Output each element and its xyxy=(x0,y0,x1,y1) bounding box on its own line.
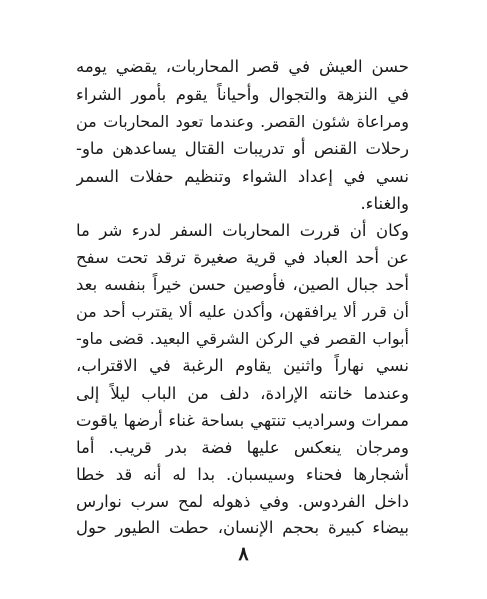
text-line: بيضاء كبيرة بحجم الإنسان، حطت الطيور حول xyxy=(76,518,409,537)
text-line: عن أحد العباد في قرية صغيرة ترقد تحت سفح xyxy=(76,248,409,267)
text-line: والغناء. xyxy=(360,194,409,213)
text-line: وكان أن قررت المحاربات السفر لدرء شر ما xyxy=(76,221,409,240)
text-line: أحد جبال الصين، فأوصين حسن خيراً بنفسه بعد xyxy=(76,275,409,294)
text-line: وعندما خانته الإرادة، دلف من الباب ليلاً إلى xyxy=(76,384,409,403)
page-number: ٨ xyxy=(238,543,249,565)
text-line: أن قرر ألا يرافقهن، وأكدن عليه ألا يقترب أحد من xyxy=(76,302,409,321)
text-line: حسن العيش في قصر المحاربات، يقضي يومه xyxy=(76,57,409,76)
text-line: أبواب القصر في الركن الشرقي البعيد. قضى ماو- xyxy=(76,329,409,348)
text-line: ومرجان ينعكس عليها فضة بدر قريب. أما xyxy=(76,438,409,457)
text-line: ممرات وسراديب تنتهي بساحة غناء أرضها ياقوت xyxy=(76,411,409,430)
text-line: أشجارها فحناء وسيسبان. بدا له أنه قد خطا xyxy=(76,465,409,484)
text-line: رحلات القنص أو تدريبات القتال يساعدهن ماو- xyxy=(76,139,409,158)
text-line: في النزهة والتجوال وأحياناً يقوم بأمور الشراء xyxy=(76,85,409,104)
text-line: نسي نهاراً واثنين يقاوم الرغبة في الاقتراب، xyxy=(76,356,409,375)
text-line: ومراعاة شئون القصر. وعندما تعود المحاربات من xyxy=(76,112,409,131)
text-line: داخل الفردوس. وفي ذهوله لمح سرب نوارس xyxy=(76,492,409,511)
text-line: نسي في إعداد الشواء وتنظيم حفلات السمر xyxy=(76,167,409,186)
